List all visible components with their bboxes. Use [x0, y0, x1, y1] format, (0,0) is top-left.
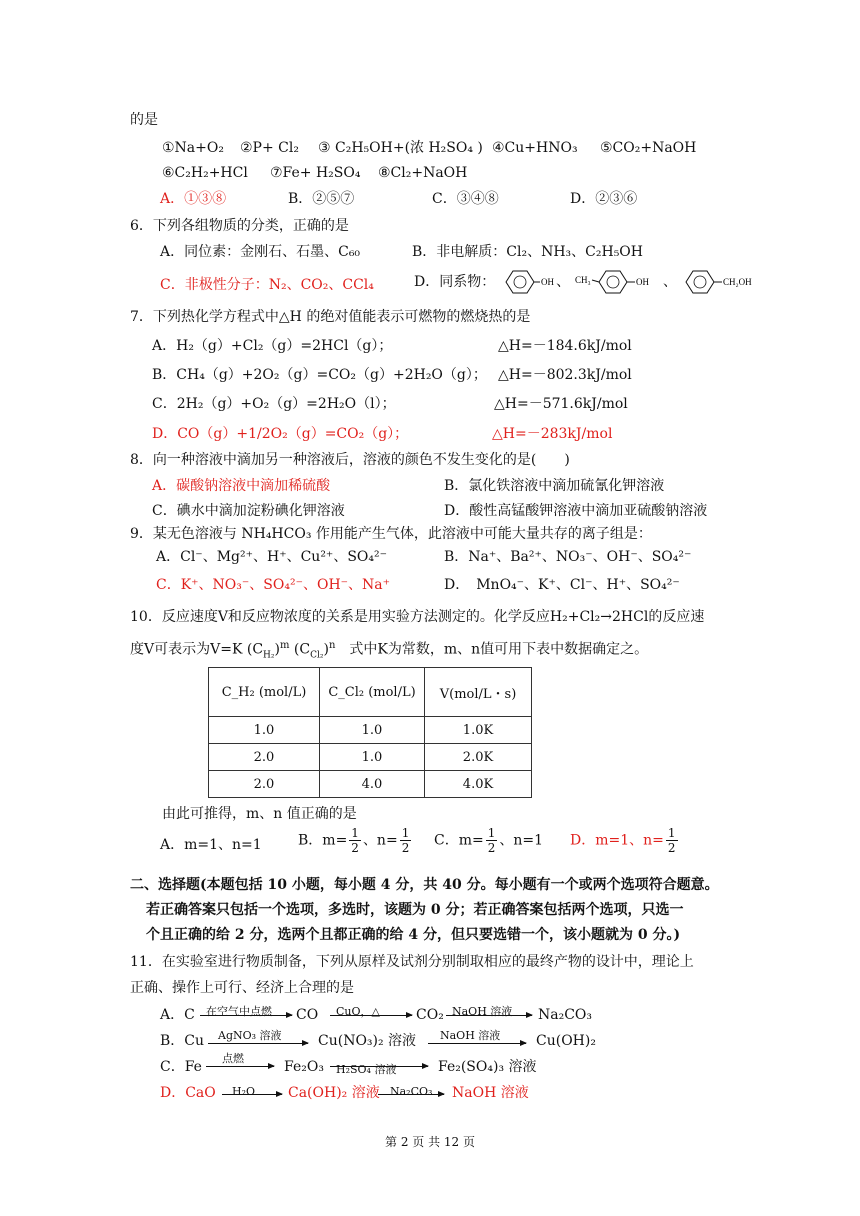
q11-a-product-1: CO [296, 1007, 319, 1023]
q8-stem: 8．向一种溶液中滴加另一种溶液后，溶液的颜色不发生变化的是( ) [130, 452, 570, 468]
section-2-heading-1: 二、选择题(本题包括 10 小题，每小题 4 分，共 40 分。每小题有一个或两个选项符合题意。 [130, 877, 719, 893]
benzyl-alcohol-structure [682, 268, 762, 296]
fraction-den: 2 [487, 841, 496, 855]
benzyl-ch2oh-label: CH₂OH [722, 277, 752, 287]
section-2-heading-2: 若正确答案只包括一个选项，多选时，该题为 0 分；若正确答案包括两个选项，只选一 [146, 902, 684, 918]
q11-c-product-1: Fe₂O₃ [284, 1059, 324, 1075]
q10-data-table [208, 667, 532, 798]
section-2-heading-3: 个且正确的给 2 分，选两个且都正确的给 4 分，但只要选错一个，该小题就为 0 分。) [146, 927, 681, 943]
q11-a-cond-3: NaOH 溶液 [452, 1005, 513, 1018]
q11-b-arrow-1 [208, 1043, 308, 1044]
q7-option-b-dh: △H=－802.3kJ/mol [498, 367, 632, 383]
q11-b-start: B．Cu [160, 1033, 205, 1049]
q11-c-product-2: Fe₂(SO₄)₃ 溶液 [438, 1059, 537, 1075]
table-cell: 1.0 [320, 744, 425, 771]
q10-b-pre: B．m= [298, 832, 348, 849]
q11-line-2: 正确、操作上可行、经济上合理的是 [130, 980, 354, 996]
q6-stem: 6．下列各组物质的分类，正确的是 [130, 218, 349, 234]
q5-item-2: ②P+ Cl₂ [240, 140, 299, 156]
q11-d-product-1: Ca(OH)₂ 溶液 [288, 1085, 380, 1101]
q11-line-1: 11．在实验室进行物质制备，下列从原样及试剂分别制取相应的最终产物的设计中，理论上 [130, 954, 694, 970]
table-cell: 2.0 [209, 744, 320, 771]
fraction-num: 1 [401, 826, 410, 840]
q5-option-d: D．②③⑥ [570, 191, 638, 207]
fraction-num: 1 [351, 826, 359, 840]
q11-c-cond-2: H₂SO₄ 溶液 [336, 1063, 397, 1076]
fraction-half [400, 826, 412, 855]
phenol-structure [500, 268, 552, 296]
fraction-den: 2 [667, 841, 676, 855]
q6-option-d-label: D．同系物： [414, 274, 496, 290]
q11-c-arrow-1 [206, 1066, 274, 1067]
fraction-num: 1 [487, 826, 496, 840]
q11-a-start: A．C [160, 1007, 195, 1023]
q11-a-arrow-2 [330, 1015, 412, 1016]
q5-item-6: ⑥C₂H₂+HCl [162, 165, 248, 181]
q6-sep-2: 、 [663, 274, 678, 290]
q6-option-b: B．非电解质：Cl₂、NH₃、C₂H₅OH [412, 244, 643, 260]
q5-option-b: B．②⑤⑦ [288, 191, 355, 207]
fraction-half [666, 826, 678, 855]
q5-item-4: ④Cu+HNO₃ [492, 140, 578, 156]
q10-formula-sub-2: Cl₂ [310, 650, 324, 661]
q10-formula-m: m [279, 640, 290, 651]
q7-option-c: C．2H₂（g）+O₂（g）=2H₂O（l）； [152, 396, 396, 412]
q8-option-c: C．碘水中滴加淀粉碘化钾溶液 [152, 503, 345, 519]
q10-b-mid: 、n= [362, 832, 398, 849]
q10-formula-sub-1: H₂ [263, 650, 275, 661]
table-header-row [209, 668, 532, 717]
q9-stem: 9．某无色溶液与 NH₄HCO₃ 作用能产生气体，此溶液中可能大量共存的离子组是： [130, 526, 652, 542]
q5-option-a: A．①③⑧ [160, 191, 227, 207]
q11-d-cond-1: H₂O [232, 1085, 256, 1098]
q10-c-pre: C．m= [434, 832, 484, 849]
q11-b-cond-2: NaOH 溶液 [440, 1029, 501, 1042]
q7-option-c-dh: △H=－571.6kJ/mol [494, 396, 628, 412]
q5-item-5: ⑤CO₂+NaOH [600, 140, 697, 156]
q6-sep-1: 、 [556, 274, 571, 290]
q11-a-product-2: CO₂ [416, 1007, 444, 1023]
q10-option-a: A．m=1、n=1 [160, 837, 262, 853]
q10-option-c [434, 826, 543, 855]
cresol-ch3-label: CH₃ [574, 275, 591, 285]
table-cell: 2.0 [209, 771, 320, 798]
q9-option-c: C．K⁺、NO₃⁻、SO₄²⁻、OH⁻、Na⁺ [156, 577, 391, 593]
q11-c-start: C．Fe [160, 1059, 202, 1075]
q9-option-d: D． MnO₄⁻、K⁺、Cl⁻、H⁺、SO₄²⁻ [444, 577, 680, 593]
q10-formula-part-2: (C [289, 641, 311, 658]
q6-option-a: A．同位素：金刚石、石墨、C₆₀ [160, 244, 361, 260]
q10-option-b [298, 826, 413, 855]
cresol-oh-label: OH [635, 277, 649, 287]
q7-option-a: A．H₂（g）+Cl₂（g）=2HCl（g）； [152, 338, 393, 354]
table-row [209, 717, 532, 744]
table-header-v: V(mol/L・s) [425, 668, 532, 717]
q11-a-arrow-1 [200, 1015, 292, 1016]
fraction-half [349, 826, 361, 855]
q5-item-3: ③ C₂H₅OH+(浓 H₂SO₄ ) [318, 140, 483, 156]
table-header-ccl2: C_Cl₂ (mol/L) [320, 668, 425, 717]
q11-a-cond-2: CuO，△ [336, 1005, 380, 1018]
q11-c-arrow-2 [330, 1066, 428, 1067]
q10-formula-tail: 式中K为常数，m、n值可用下表中数据确定之。 [335, 641, 649, 658]
q10-conclusion: 由此可推得，m、n 值正确的是 [162, 806, 357, 822]
fraction-num: 1 [667, 826, 676, 840]
q10-formula-part-1: 度V可表示为V=K (C [130, 641, 264, 658]
q5-item-8: ⑧Cl₂+NaOH [378, 165, 468, 181]
q6-option-c: C．非极性分子：N₂、CO₂、CCl₄ [160, 277, 374, 293]
q5-option-c: C．③④⑧ [432, 191, 499, 207]
q11-d-product-2: NaOH 溶液 [452, 1085, 529, 1101]
q7-option-b: B．CH₄（g）+2O₂（g）=CO₂（g）+2H₂O（g）； [152, 367, 487, 383]
q11-a-product-3: Na₂CO₃ [538, 1007, 593, 1023]
q10-formula-paren-2: ) [323, 641, 329, 658]
q7-option-d: D．CO（g）+1/2O₂（g）=CO₂（g）； [152, 426, 409, 442]
phenol-oh-label: OH [540, 277, 554, 287]
q11-a-cond-1: 在空气中点燃 [206, 1005, 272, 1018]
q10-c-post: 、n=1 [499, 832, 544, 849]
cresol-structure [575, 268, 659, 296]
q11-b-product-2: Cu(OH)₂ [536, 1033, 596, 1049]
page-footer: 第 2 页 共 12 页 [385, 1135, 475, 1149]
q5-item-7: ⑦Fe+ H₂SO₄ [270, 165, 361, 181]
fraction-den: 2 [401, 841, 410, 855]
q7-option-d-dh: △H=－283kJ/mol [492, 426, 613, 442]
table-cell: 4.0K [425, 771, 532, 798]
table-header-ch2: C_H₂ (mol/L) [209, 668, 320, 717]
table-cell: 1.0 [320, 717, 425, 744]
q11-c-cond-1: 点燃 [222, 1052, 244, 1065]
fraction-half [486, 826, 498, 855]
table-row [209, 771, 532, 798]
table-cell: 1.0K [425, 717, 532, 744]
q9-option-b: B．Na⁺、Ba²⁺、NO₃⁻、OH⁻、SO₄²⁻ [444, 549, 692, 565]
q11-d-cond-2: Na₂CO₃ [390, 1085, 433, 1098]
q10-formula-paren: ) [274, 641, 280, 658]
q10-formula-n: n [328, 640, 336, 651]
table-cell: 4.0 [320, 771, 425, 798]
q11-b-cond-1: AgNO₃ 溶液 [218, 1029, 282, 1042]
q11-b-product-1: Cu(NO₃)₂ 溶液 [318, 1033, 417, 1049]
q6-option-d [414, 268, 762, 296]
q11-d-arrow-1 [222, 1094, 282, 1095]
q10-line-1: 10．反应速度V和反应物浓度的关系是用实验方法测定的。化学反应H₂+Cl₂→2HCl的反应速 [130, 609, 705, 625]
q11-a-arrow-3 [446, 1015, 532, 1016]
q7-stem: 7．下列热化学方程式中△H 的绝对值能表示可燃物的燃烧热的是 [130, 309, 531, 325]
table-cell: 1.0 [209, 717, 320, 744]
q9-option-a: A．Cl⁻、Mg²⁺、H⁺、Cu²⁺、SO₄²⁻ [156, 549, 387, 565]
table-row [209, 744, 532, 771]
q5-item-1: ①Na+O₂ [162, 140, 224, 156]
q11-d-start: D．CaO [160, 1085, 216, 1101]
fraction-den: 2 [351, 841, 359, 855]
q10-d-pre: D．m=1、n= [570, 832, 664, 849]
q8-option-d: D．酸性高锰酸钾溶液中滴加亚硫酸钠溶液 [444, 503, 708, 519]
q10-line-2 [130, 637, 648, 664]
q8-option-a: A．碳酸钠溶液中滴加稀硫酸 [152, 478, 331, 494]
q5-stem-tail: 的是 [130, 112, 158, 128]
table-cell: 2.0K [425, 744, 532, 771]
q8-option-b: B．氯化铁溶液中滴加硫氰化钾溶液 [444, 478, 665, 494]
q11-b-arrow-2 [428, 1043, 526, 1044]
q11-d-arrow-2 [378, 1094, 444, 1095]
q7-option-a-dh: △H=－184.6kJ/mol [498, 338, 632, 354]
q10-option-d [570, 826, 680, 855]
